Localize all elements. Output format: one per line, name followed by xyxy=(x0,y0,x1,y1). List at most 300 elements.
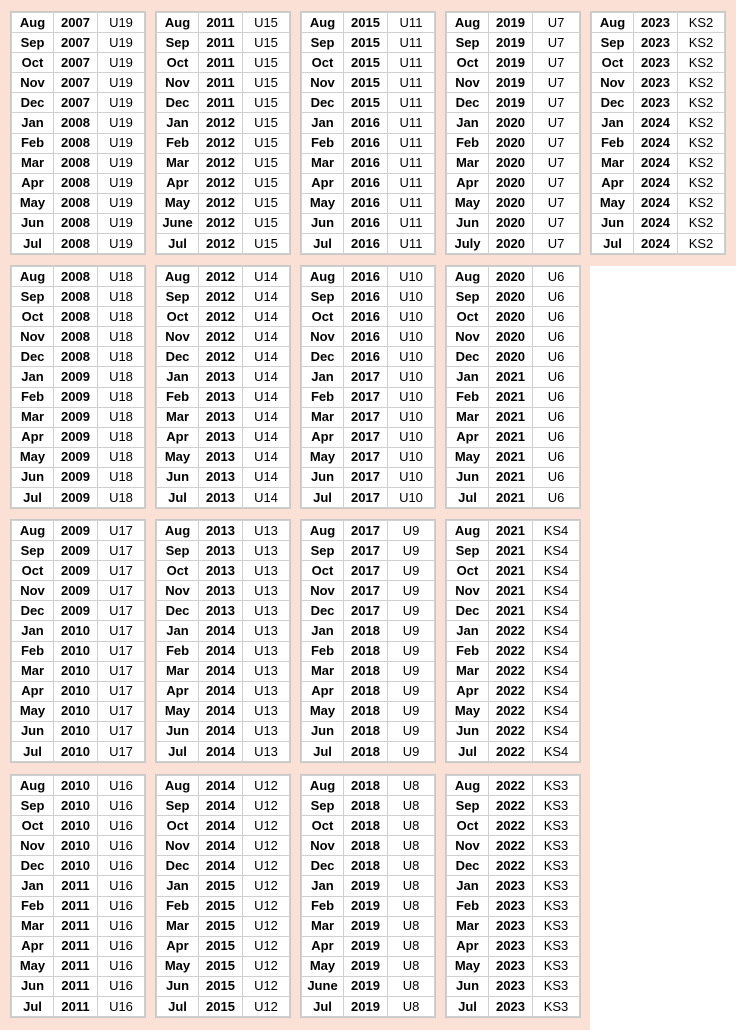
month-cell: Nov xyxy=(157,73,199,93)
group-cell: U17 xyxy=(98,621,145,641)
group-cell: U7 xyxy=(533,133,580,153)
group-cell: U15 xyxy=(243,73,290,93)
year-cell: 2020 xyxy=(489,327,533,347)
month-cell: May xyxy=(447,701,489,721)
month-cell: Jun xyxy=(157,721,199,741)
group-cell: KS2 xyxy=(678,153,725,173)
year-group-table-u14 xyxy=(156,266,290,508)
year-cell: 2018 xyxy=(344,701,388,721)
table-row xyxy=(12,213,145,233)
table-row xyxy=(302,407,435,427)
month-cell: Apr xyxy=(302,681,344,701)
table-row xyxy=(302,307,435,327)
table-row xyxy=(447,387,580,407)
year-cell: 2011 xyxy=(199,53,243,73)
table-row xyxy=(157,427,290,447)
year-cell: 2010 xyxy=(54,701,98,721)
year-cell: 2016 xyxy=(344,287,388,307)
table-row xyxy=(157,776,290,796)
month-cell: Apr xyxy=(447,681,489,701)
group-cell: U16 xyxy=(98,816,145,836)
month-cell: May xyxy=(592,193,634,213)
month-cell: Jul xyxy=(12,997,54,1017)
table-row xyxy=(12,307,145,327)
table-row xyxy=(447,173,580,193)
year-cell: 2015 xyxy=(199,956,243,976)
table-row xyxy=(592,193,725,213)
year-cell: 2012 xyxy=(199,153,243,173)
year-cell: 2023 xyxy=(634,13,678,33)
table-row xyxy=(157,521,290,541)
group-cell: U7 xyxy=(533,53,580,73)
month-cell: Sep xyxy=(157,287,199,307)
table-row xyxy=(12,541,145,561)
month-cell: Dec xyxy=(157,601,199,621)
year-cell: 2016 xyxy=(344,113,388,133)
group-cell: U13 xyxy=(243,661,290,681)
table-row xyxy=(12,641,145,661)
group-cell: U15 xyxy=(243,13,290,33)
table-row xyxy=(157,327,290,347)
year-cell: 2012 xyxy=(199,173,243,193)
group-cell: U13 xyxy=(243,721,290,741)
table-row xyxy=(12,601,145,621)
month-cell: May xyxy=(302,701,344,721)
month-cell: Dec xyxy=(302,93,344,113)
group-cell: U11 xyxy=(388,173,435,193)
group-cell: U16 xyxy=(98,896,145,916)
month-cell: Aug xyxy=(302,776,344,796)
table-row xyxy=(447,488,580,508)
month-cell: Sep xyxy=(12,287,54,307)
group-cell: U18 xyxy=(98,427,145,447)
month-cell: May xyxy=(302,447,344,467)
month-cell: Oct xyxy=(447,307,489,327)
year-cell: 2017 xyxy=(344,521,388,541)
group-cell: U13 xyxy=(243,742,290,762)
table-row xyxy=(12,521,145,541)
group-cell: U9 xyxy=(388,742,435,762)
group-cell: U12 xyxy=(243,856,290,876)
group-cell: U13 xyxy=(243,561,290,581)
group-cell: U6 xyxy=(533,347,580,367)
table-row xyxy=(12,234,145,254)
year-cell: 2012 xyxy=(199,113,243,133)
table-row xyxy=(302,561,435,581)
year-cell: 2015 xyxy=(344,13,388,33)
month-cell: Jun xyxy=(592,213,634,233)
table-row xyxy=(12,997,145,1017)
group-cell: KS3 xyxy=(533,976,580,996)
table-row xyxy=(447,193,580,213)
month-cell: Sep xyxy=(447,33,489,53)
group-cell: U9 xyxy=(388,541,435,561)
group-cell: U6 xyxy=(533,307,580,327)
group-cell: U18 xyxy=(98,387,145,407)
group-cell: U11 xyxy=(388,33,435,53)
month-cell: Aug xyxy=(302,267,344,287)
group-cell: U9 xyxy=(388,561,435,581)
table-row xyxy=(302,916,435,936)
table-row xyxy=(592,93,725,113)
table-row xyxy=(447,742,580,762)
group-cell: U10 xyxy=(388,427,435,447)
group-cell: U7 xyxy=(533,73,580,93)
group-cell: KS3 xyxy=(533,956,580,976)
year-cell: 2014 xyxy=(199,776,243,796)
table-row xyxy=(447,307,580,327)
table-row xyxy=(447,816,580,836)
group-cell: U14 xyxy=(243,327,290,347)
month-cell: Jan xyxy=(157,367,199,387)
year-cell: 2008 xyxy=(54,193,98,213)
group-cell: U11 xyxy=(388,73,435,93)
group-cell: U13 xyxy=(243,541,290,561)
table-row xyxy=(447,601,580,621)
group-cell: U10 xyxy=(388,327,435,347)
table-row xyxy=(157,721,290,741)
group-cell: U8 xyxy=(388,976,435,996)
table-row xyxy=(447,53,580,73)
month-cell: Apr xyxy=(157,427,199,447)
table-row xyxy=(302,93,435,113)
group-cell: U8 xyxy=(388,997,435,1017)
month-cell: Jan xyxy=(302,876,344,896)
group-cell: U15 xyxy=(243,193,290,213)
year-cell: 2012 xyxy=(199,307,243,327)
table-row xyxy=(12,876,145,896)
table-row xyxy=(302,73,435,93)
month-cell: Sep xyxy=(12,33,54,53)
table-row xyxy=(447,153,580,173)
table-row xyxy=(157,307,290,327)
table-row xyxy=(157,876,290,896)
year-cell: 2008 xyxy=(54,133,98,153)
table-row xyxy=(157,113,290,133)
month-cell: Aug xyxy=(12,13,54,33)
year-cell: 2021 xyxy=(489,427,533,447)
month-cell: Apr xyxy=(157,681,199,701)
year-cell: 2016 xyxy=(344,234,388,254)
group-cell: U9 xyxy=(388,701,435,721)
table-row xyxy=(12,53,145,73)
table-row xyxy=(12,561,145,581)
table-row xyxy=(302,816,435,836)
month-cell: Jan xyxy=(447,876,489,896)
month-cell: Sep xyxy=(157,541,199,561)
table-row xyxy=(302,467,435,487)
group-cell: U17 xyxy=(98,601,145,621)
month-cell: May xyxy=(302,193,344,213)
year-cell: 2011 xyxy=(54,976,98,996)
year-cell: 2011 xyxy=(54,936,98,956)
year-cell: 2019 xyxy=(489,33,533,53)
table-row xyxy=(302,173,435,193)
table-row xyxy=(12,836,145,856)
year-cell: 2021 xyxy=(489,581,533,601)
table-row xyxy=(157,742,290,762)
table-row xyxy=(12,133,145,153)
year-cell: 2015 xyxy=(344,93,388,113)
group-cell: U17 xyxy=(98,681,145,701)
year-cell: 2014 xyxy=(199,796,243,816)
year-cell: 2016 xyxy=(344,307,388,327)
group-cell: U12 xyxy=(243,836,290,856)
table-row xyxy=(447,367,580,387)
month-cell: Dec xyxy=(157,856,199,876)
year-group-table-ks3 xyxy=(446,775,580,1017)
year-group-table-u16 xyxy=(11,775,145,1017)
group-cell: KS3 xyxy=(533,816,580,836)
group-cell: U7 xyxy=(533,153,580,173)
month-cell: Jun xyxy=(12,213,54,233)
year-cell: 2010 xyxy=(54,856,98,876)
year-cell: 2016 xyxy=(344,267,388,287)
table-row xyxy=(12,681,145,701)
month-cell: Jan xyxy=(302,113,344,133)
month-cell: Feb xyxy=(302,896,344,916)
year-cell: 2013 xyxy=(199,521,243,541)
year-cell: 2011 xyxy=(54,876,98,896)
month-cell: Feb xyxy=(302,641,344,661)
month-cell: Jun xyxy=(12,721,54,741)
group-cell: KS4 xyxy=(533,701,580,721)
year-cell: 2023 xyxy=(489,997,533,1017)
year-cell: 2007 xyxy=(54,53,98,73)
year-cell: 2023 xyxy=(634,33,678,53)
year-cell: 2024 xyxy=(634,133,678,153)
month-cell: Sep xyxy=(447,541,489,561)
table-row xyxy=(302,976,435,996)
group-cell: U15 xyxy=(243,53,290,73)
group-cell: U18 xyxy=(98,327,145,347)
year-cell: 2011 xyxy=(54,896,98,916)
month-cell: Aug xyxy=(302,13,344,33)
group-cell: U11 xyxy=(388,193,435,213)
group-cell: U6 xyxy=(533,407,580,427)
group-cell: KS4 xyxy=(533,541,580,561)
month-cell: Dec xyxy=(12,93,54,113)
group-cell: U14 xyxy=(243,347,290,367)
year-cell: 2012 xyxy=(199,327,243,347)
table-row xyxy=(302,621,435,641)
month-cell: Jul xyxy=(592,234,634,254)
year-cell: 2022 xyxy=(489,776,533,796)
table-row xyxy=(12,73,145,93)
month-cell: Feb xyxy=(12,387,54,407)
year-cell: 2009 xyxy=(54,581,98,601)
year-cell: 2023 xyxy=(489,976,533,996)
year-group-table-u19 xyxy=(11,12,145,254)
group-cell: U11 xyxy=(388,234,435,254)
year-cell: 2010 xyxy=(54,836,98,856)
table-row xyxy=(12,661,145,681)
year-cell: 2016 xyxy=(344,133,388,153)
year-cell: 2020 xyxy=(489,287,533,307)
year-cell: 2022 xyxy=(489,701,533,721)
month-cell: Apr xyxy=(12,427,54,447)
month-cell: May xyxy=(12,701,54,721)
group-cell: U15 xyxy=(243,133,290,153)
table-row xyxy=(157,133,290,153)
year-cell: 2009 xyxy=(54,367,98,387)
month-cell: Jun xyxy=(302,213,344,233)
month-cell: Oct xyxy=(302,561,344,581)
group-cell: U14 xyxy=(243,488,290,508)
year-cell: 2023 xyxy=(489,936,533,956)
group-cell: U12 xyxy=(243,976,290,996)
year-cell: 2009 xyxy=(54,467,98,487)
group-cell: KS4 xyxy=(533,661,580,681)
year-cell: 2007 xyxy=(54,93,98,113)
year-cell: 2016 xyxy=(344,153,388,173)
year-cell: 2014 xyxy=(199,641,243,661)
month-cell: Jul xyxy=(12,488,54,508)
group-cell: U13 xyxy=(243,701,290,721)
group-cell: KS4 xyxy=(533,521,580,541)
month-cell: Aug xyxy=(447,521,489,541)
month-cell: Dec xyxy=(447,347,489,367)
table-row xyxy=(447,976,580,996)
table-row xyxy=(447,33,580,53)
group-cell: U13 xyxy=(243,681,290,701)
year-cell: 2012 xyxy=(199,193,243,213)
month-cell: Nov xyxy=(447,581,489,601)
table-row xyxy=(12,93,145,113)
year-cell: 2020 xyxy=(489,153,533,173)
year-cell: 2020 xyxy=(489,267,533,287)
month-cell: June xyxy=(157,213,199,233)
group-cell: U19 xyxy=(98,73,145,93)
month-cell: Oct xyxy=(12,816,54,836)
table-row xyxy=(302,133,435,153)
table-row xyxy=(157,234,290,254)
year-cell: 2015 xyxy=(199,876,243,896)
year-group-table-u17 xyxy=(11,520,145,762)
month-cell: Jul xyxy=(157,234,199,254)
group-cell: U8 xyxy=(388,836,435,856)
year-cell: 2022 xyxy=(489,856,533,876)
month-cell: Dec xyxy=(302,347,344,367)
table-row xyxy=(302,776,435,796)
table-row xyxy=(157,73,290,93)
month-cell: Sep xyxy=(302,287,344,307)
month-cell: May xyxy=(447,956,489,976)
group-cell: U13 xyxy=(243,641,290,661)
table-row xyxy=(12,193,145,213)
month-cell: Nov xyxy=(157,581,199,601)
group-cell: U12 xyxy=(243,956,290,976)
year-cell: 2022 xyxy=(489,836,533,856)
group-cell: U19 xyxy=(98,53,145,73)
table-row xyxy=(157,347,290,367)
month-cell: Mar xyxy=(447,407,489,427)
month-cell: Jan xyxy=(12,367,54,387)
month-cell: Jan xyxy=(302,621,344,641)
year-cell: 2018 xyxy=(344,681,388,701)
table-row xyxy=(157,267,290,287)
group-cell: U18 xyxy=(98,467,145,487)
table-row xyxy=(302,936,435,956)
month-cell: Mar xyxy=(12,153,54,173)
group-cell: KS2 xyxy=(678,33,725,53)
month-cell: Aug xyxy=(447,13,489,33)
group-cell: U18 xyxy=(98,347,145,367)
table-row xyxy=(12,956,145,976)
group-cell: U7 xyxy=(533,113,580,133)
month-cell: Sep xyxy=(157,33,199,53)
month-cell: Nov xyxy=(302,581,344,601)
group-cell: KS4 xyxy=(533,581,580,601)
year-cell: 2011 xyxy=(199,73,243,93)
year-cell: 2008 xyxy=(54,287,98,307)
table-row xyxy=(12,13,145,33)
month-cell: Feb xyxy=(157,387,199,407)
group-cell: U7 xyxy=(533,213,580,233)
month-cell: Mar xyxy=(12,916,54,936)
year-cell: 2017 xyxy=(344,407,388,427)
year-cell: 2022 xyxy=(489,681,533,701)
table-row xyxy=(157,93,290,113)
year-cell: 2018 xyxy=(344,816,388,836)
year-cell: 2019 xyxy=(489,93,533,113)
table-row xyxy=(302,721,435,741)
month-cell: Jul xyxy=(447,742,489,762)
month-cell: Apr xyxy=(447,173,489,193)
month-cell: Mar xyxy=(157,661,199,681)
group-cell: U17 xyxy=(98,701,145,721)
year-cell: 2010 xyxy=(54,661,98,681)
table-row xyxy=(447,213,580,233)
group-cell: U16 xyxy=(98,856,145,876)
year-cell: 2020 xyxy=(489,133,533,153)
table-row xyxy=(447,721,580,741)
month-cell: Dec xyxy=(447,93,489,113)
year-cell: 2020 xyxy=(489,347,533,367)
table-row xyxy=(12,407,145,427)
year-cell: 2011 xyxy=(199,13,243,33)
group-cell: U17 xyxy=(98,661,145,681)
year-cell: 2013 xyxy=(199,427,243,447)
group-cell: KS2 xyxy=(678,193,725,213)
table-row xyxy=(157,13,290,33)
month-cell: Nov xyxy=(12,327,54,347)
year-cell: 2011 xyxy=(54,956,98,976)
table-row xyxy=(12,467,145,487)
month-cell: Jul xyxy=(157,742,199,762)
month-cell: Sep xyxy=(157,796,199,816)
year-cell: 2010 xyxy=(54,721,98,741)
table-row xyxy=(157,701,290,721)
month-cell: Mar xyxy=(447,916,489,936)
table-row xyxy=(157,173,290,193)
group-cell: U10 xyxy=(388,447,435,467)
table-row xyxy=(447,407,580,427)
group-cell: U19 xyxy=(98,153,145,173)
table-row xyxy=(447,467,580,487)
year-cell: 2008 xyxy=(54,213,98,233)
year-cell: 2014 xyxy=(199,701,243,721)
year-cell: 2013 xyxy=(199,467,243,487)
month-cell: Apr xyxy=(302,173,344,193)
year-cell: 2021 xyxy=(489,541,533,561)
group-cell: U16 xyxy=(98,936,145,956)
year-cell: 2013 xyxy=(199,407,243,427)
group-cell: U7 xyxy=(533,234,580,254)
year-cell: 2009 xyxy=(54,521,98,541)
year-cell: 2022 xyxy=(489,721,533,741)
group-cell: KS3 xyxy=(533,997,580,1017)
